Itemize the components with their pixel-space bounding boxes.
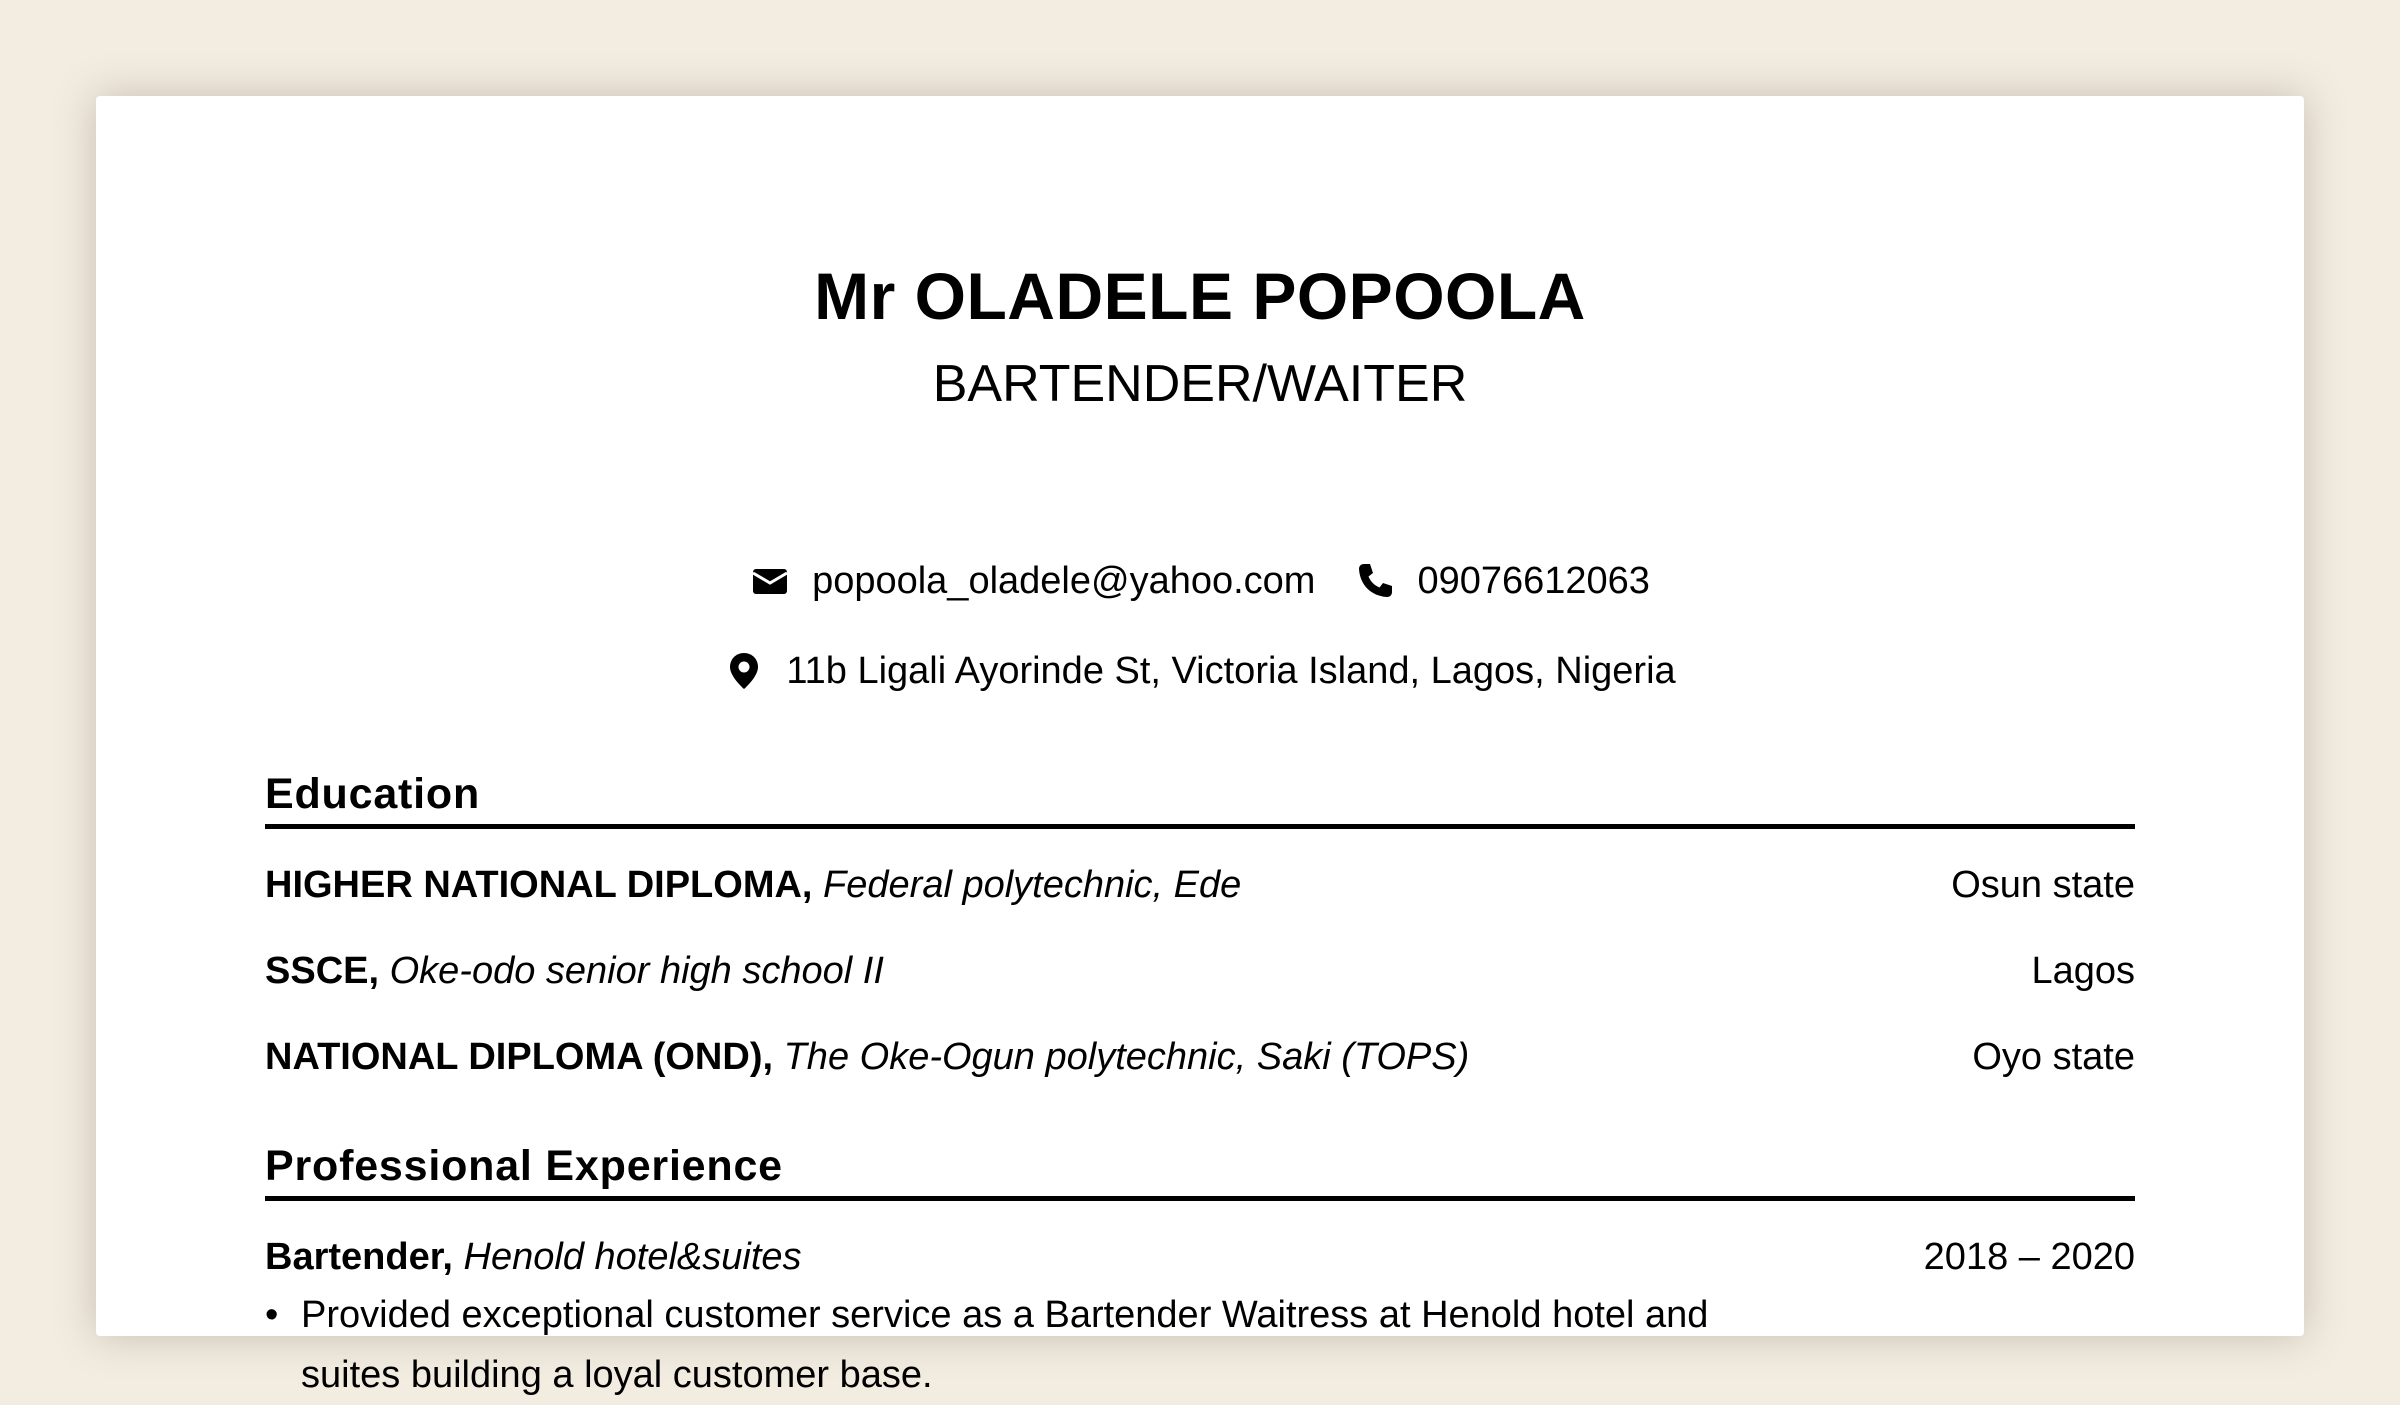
education-entry bbox=[265, 860, 2135, 910]
address-contact bbox=[724, 646, 1675, 696]
experience-bullet bbox=[265, 1285, 1765, 1405]
envelope-icon bbox=[750, 561, 790, 601]
email-contact[interactable] bbox=[750, 556, 1315, 606]
education-entry-main bbox=[265, 946, 884, 996]
bullet-text: Provided exceptional customer service as a Bartender Waitress at Henold hotel and suites building a loyal customer base. bbox=[301, 1294, 1709, 1396]
experience-entry bbox=[265, 1232, 2135, 1282]
company-name: Henold hotel&suites bbox=[463, 1236, 802, 1278]
phone-icon bbox=[1355, 561, 1395, 601]
contact-row-primary bbox=[265, 556, 2135, 606]
institution-name: Oke-odo senior high school II bbox=[389, 950, 884, 992]
institution-name: The Oke-Ogun polytechnic, Saki (TOPS) bbox=[783, 1036, 1470, 1078]
contact-row-address bbox=[265, 646, 2135, 696]
job-title: BARTENDER/WAITER bbox=[932, 355, 1468, 413]
bullet-dot-icon: • bbox=[265, 1294, 279, 1336]
education-entry-main bbox=[265, 860, 1241, 910]
map-pin-icon bbox=[724, 651, 764, 691]
address-text: 11b Ligali Ayorinde St, Victoria Island, Lagos, Nigeria bbox=[786, 650, 1676, 692]
resume-page bbox=[96, 96, 2304, 1396]
degree-name: SSCE, bbox=[265, 950, 380, 992]
role-name: Bartender, bbox=[265, 1236, 453, 1278]
degree-name: HIGHER NATIONAL DIPLOMA, bbox=[265, 864, 813, 906]
education-heading: Education bbox=[265, 766, 2135, 829]
education-location: Lagos bbox=[2031, 950, 2135, 992]
experience-dates: 2018 – 2020 bbox=[1923, 1236, 2135, 1278]
degree-name: NATIONAL DIPLOMA (OND), bbox=[265, 1036, 774, 1078]
candidate-name: Mr OLADELE POPOOLA bbox=[814, 259, 1586, 333]
phone-contact[interactable] bbox=[1355, 556, 1649, 606]
education-entry bbox=[265, 1032, 2135, 1082]
institution-name: Federal polytechnic, Ede bbox=[823, 864, 1242, 906]
education-location: Osun state bbox=[1951, 864, 2135, 906]
experience-heading: Professional Experience bbox=[265, 1138, 2135, 1201]
education-entry bbox=[265, 946, 2135, 996]
education-location: Oyo state bbox=[1972, 1036, 2135, 1078]
education-entry-main bbox=[265, 1032, 1469, 1082]
experience-entry-main bbox=[265, 1232, 802, 1282]
email-text: popoola_oladele@yahoo.com bbox=[812, 560, 1316, 602]
phone-text: 09076612063 bbox=[1417, 560, 1650, 602]
